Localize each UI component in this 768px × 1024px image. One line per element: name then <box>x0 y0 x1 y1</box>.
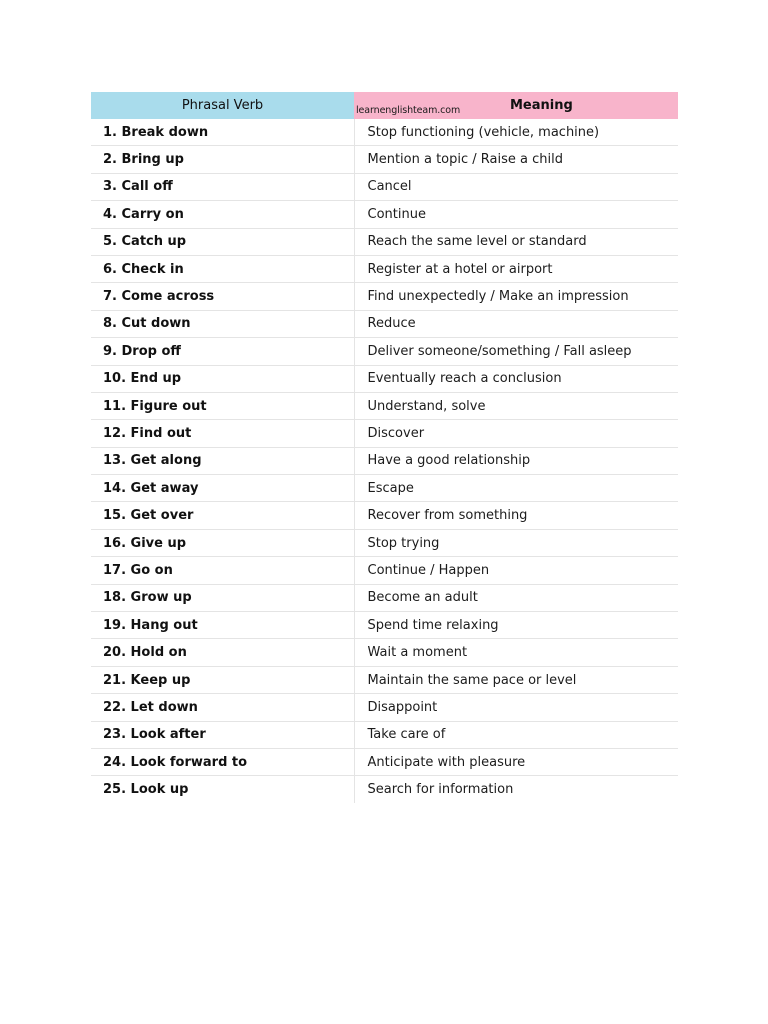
table-row <box>91 748 678 775</box>
phrasal-verb-cell: 25. Look up <box>91 776 354 803</box>
table-row <box>91 283 678 310</box>
table-row <box>91 310 678 337</box>
table-body <box>91 119 678 803</box>
meaning-cell: Discover <box>354 420 678 447</box>
meaning-cell: Become an adult <box>354 584 678 611</box>
meaning-cell: Stop trying <box>354 529 678 556</box>
meaning-cell: Mention a topic / Raise a child <box>354 146 678 173</box>
phrasal-verb-cell: 6. Check in <box>91 255 354 282</box>
table-row <box>91 721 678 748</box>
phrasal-verb-cell: 2. Bring up <box>91 146 354 173</box>
meaning-cell: Reduce <box>354 310 678 337</box>
phrasal-verb-cell: 23. Look after <box>91 721 354 748</box>
meaning-cell: Wait a moment <box>354 639 678 666</box>
table-row <box>91 365 678 392</box>
table-row <box>91 392 678 419</box>
phrasal-verb-cell: 19. Hang out <box>91 612 354 639</box>
meaning-cell: Take care of <box>354 721 678 748</box>
meaning-column-header <box>354 92 678 119</box>
table-row <box>91 228 678 255</box>
table-row <box>91 173 678 200</box>
meaning-cell: Find unexpectedly / Make an impression <box>354 283 678 310</box>
table-row <box>91 447 678 474</box>
meaning-cell: Escape <box>354 475 678 502</box>
meaning-cell: Reach the same level or standard <box>354 228 678 255</box>
phrasal-verb-cell: 17. Go on <box>91 557 354 584</box>
table-row <box>91 255 678 282</box>
phrasal-verb-cell: 22. Let down <box>91 694 354 721</box>
meaning-cell: Cancel <box>354 173 678 200</box>
meaning-header-label: Meaning <box>510 98 573 113</box>
meaning-cell: Disappoint <box>354 694 678 721</box>
phrasal-verb-cell: 4. Carry on <box>91 201 354 228</box>
phrasal-verb-cell: 12. Find out <box>91 420 354 447</box>
phrasal-verb-cell: 8. Cut down <box>91 310 354 337</box>
phrasal-verb-cell: 18. Grow up <box>91 584 354 611</box>
meaning-cell: Anticipate with pleasure <box>354 748 678 775</box>
phrasal-verb-cell: 16. Give up <box>91 529 354 556</box>
table-row <box>91 529 678 556</box>
meaning-cell: Register at a hotel or airport <box>354 255 678 282</box>
table-row <box>91 776 678 803</box>
table-row <box>91 639 678 666</box>
phrasal-verb-cell: 15. Get over <box>91 502 354 529</box>
table-row <box>91 475 678 502</box>
phrasal-verb-cell: 7. Come across <box>91 283 354 310</box>
table-header-row <box>91 92 678 119</box>
phrasal-verb-cell: 9. Drop off <box>91 338 354 365</box>
phrasal-verb-column-header: Phrasal Verb <box>91 92 354 119</box>
table-row <box>91 146 678 173</box>
phrasal-verb-cell: 1. Break down <box>91 119 354 146</box>
table-row <box>91 584 678 611</box>
meaning-cell: Search for information <box>367 782 514 798</box>
table-row <box>91 502 678 529</box>
meaning-cell: Continue <box>354 201 678 228</box>
table-row <box>91 420 678 447</box>
table-row <box>91 557 678 584</box>
meaning-cell: Have a good relationship <box>354 447 678 474</box>
phrasal-verb-cell: 10. End up <box>91 365 354 392</box>
table-row <box>91 119 678 146</box>
phrasal-verb-cell: 24. Look forward to <box>91 748 354 775</box>
phrasal-verbs-table <box>91 92 678 803</box>
meaning-cell: Stop functioning (vehicle, machine) <box>354 119 678 146</box>
table-row <box>91 694 678 721</box>
meaning-cell: Continue / Happen <box>354 557 678 584</box>
meaning-cell: Deliver someone/something / Fall asleep <box>354 338 678 365</box>
table-row <box>91 612 678 639</box>
phrasal-verb-cell: 3. Call off <box>91 173 354 200</box>
meaning-cell: Maintain the same pace or level <box>354 666 678 693</box>
meaning-cell: Recover from something <box>354 502 678 529</box>
phrasal-verb-cell: 13. Get along <box>91 447 354 474</box>
meaning-cell: Eventually reach a conclusion <box>354 365 678 392</box>
watermark-text: learnenglishteam.com <box>356 105 461 116</box>
table-row <box>91 338 678 365</box>
phrasal-verb-cell: 11. Figure out <box>91 392 354 419</box>
phrasal-verb-cell: 5. Catch up <box>91 228 354 255</box>
meaning-cell: Understand, solve <box>354 392 678 419</box>
phrasal-verb-cell: 14. Get away <box>91 475 354 502</box>
meaning-cell: Spend time relaxing <box>354 612 678 639</box>
phrasal-verb-cell: 20. Hold on <box>91 639 354 666</box>
table-row <box>91 666 678 693</box>
phrasal-verb-cell: 21. Keep up <box>91 666 354 693</box>
table-row <box>91 201 678 228</box>
